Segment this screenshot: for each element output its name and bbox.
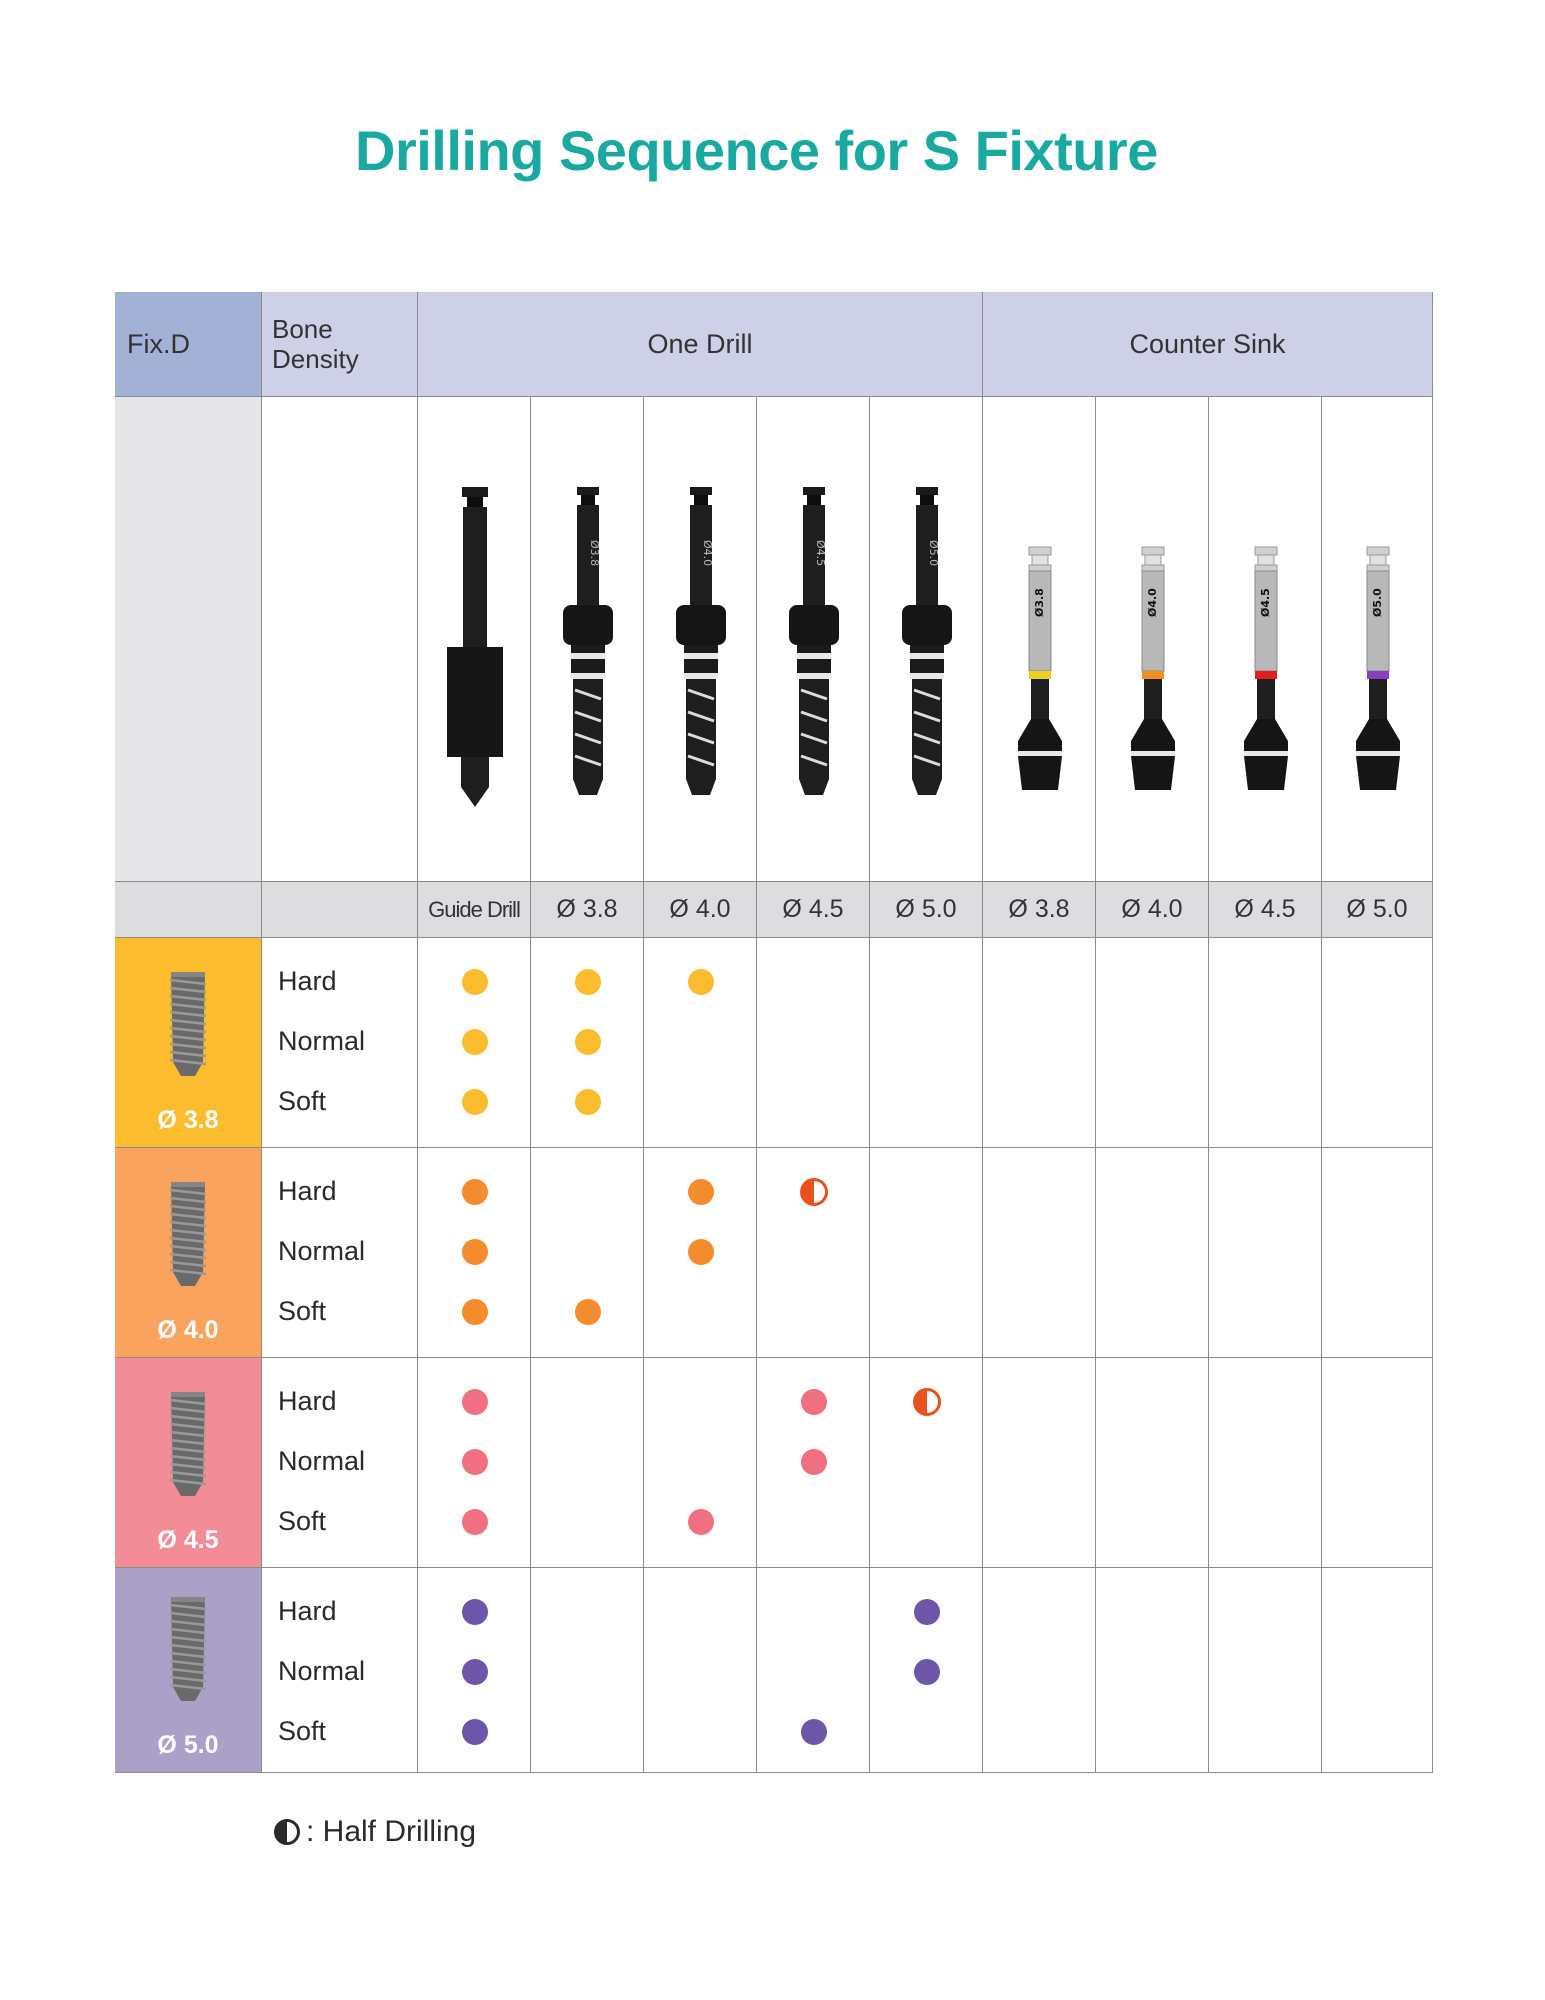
- half-drilling-icon: [800, 1178, 828, 1206]
- full-drilling-dot: [462, 1029, 488, 1055]
- mark-cell: [870, 1148, 983, 1358]
- mark-cell: [531, 1358, 644, 1568]
- full-drilling-dot: [575, 969, 601, 995]
- svg-text:Ø3.8: Ø3.8: [587, 540, 601, 567]
- full-drilling-dot: [914, 1659, 940, 1685]
- legend-text: : Half Drilling: [306, 1815, 477, 1848]
- svg-text:Ø4.0: Ø4.0: [700, 540, 714, 567]
- mark-cell: [1209, 938, 1322, 1148]
- full-drilling-dot: [462, 1509, 488, 1535]
- fixture-diameter-label: Ø 4.0: [157, 1316, 219, 1344]
- density-label-soft: Soft: [278, 1086, 327, 1116]
- mark-cell: [1096, 1358, 1209, 1568]
- mark-cell: [1209, 1358, 1322, 1568]
- mark-cell: [1209, 1148, 1322, 1358]
- counter-sink-size-label: Ø 3.8: [983, 882, 1096, 938]
- full-drilling-dot: [801, 1389, 827, 1415]
- implant-fixture-icon: [167, 1180, 209, 1290]
- implant-fixture-icon: [167, 1390, 209, 1500]
- size-row-fix-cell: [115, 882, 262, 938]
- guide-drill-icon: [435, 485, 515, 825]
- svg-text:Ø4.5: Ø4.5: [1258, 588, 1272, 617]
- counter-sink-icon: [1123, 545, 1183, 805]
- mark-cell: [870, 938, 983, 1148]
- full-drilling-dot: [914, 1599, 940, 1625]
- full-drilling-dot: [462, 1299, 488, 1325]
- mark-cell: [644, 1568, 757, 1773]
- one-drill-size-label: Ø 5.0: [870, 882, 983, 938]
- full-drilling-dot: [462, 1449, 488, 1475]
- density-label-normal: Normal: [278, 1236, 366, 1266]
- full-drilling-dot: [462, 969, 488, 995]
- full-drilling-dot: [575, 1299, 601, 1325]
- counter-sink-size-label: Ø 4.0: [1096, 882, 1209, 938]
- full-drilling-dot: [801, 1449, 827, 1475]
- density-label-normal: Normal: [278, 1656, 366, 1686]
- mark-cell: [1322, 1568, 1433, 1773]
- mark-cell: [531, 1148, 644, 1358]
- counter-sink-size-label: Ø 5.0: [1322, 882, 1433, 938]
- mark-cell: [531, 1568, 644, 1773]
- one-drill-icon: [892, 485, 962, 805]
- page-title: Drilling Sequence for S Fixture: [355, 119, 1158, 182]
- mark-cell: [644, 1358, 757, 1568]
- density-label-soft: Soft: [278, 1506, 327, 1536]
- one-drill-icon: [553, 485, 623, 805]
- full-drilling-dot: [462, 1239, 488, 1265]
- density-label-soft: Soft: [278, 1716, 327, 1746]
- full-drilling-dot: [462, 1389, 488, 1415]
- one-drill-size-label: Ø 3.8: [531, 882, 644, 938]
- mark-cell: [983, 938, 1096, 1148]
- fixture-cell: [115, 1358, 262, 1568]
- counter-sink-icon: [1010, 545, 1070, 805]
- header-counter-sink: Counter Sink: [983, 292, 1433, 397]
- full-drilling-dot: [688, 1509, 714, 1535]
- header-bone-line2: Density: [272, 344, 359, 374]
- implant-fixture-icon: [167, 1595, 209, 1705]
- density-cell: [262, 1568, 418, 1773]
- mark-cell: [1096, 1568, 1209, 1773]
- full-drilling-dot: [462, 1179, 488, 1205]
- counter-sink-size-label: Ø 4.5: [1209, 882, 1322, 938]
- mark-cell: [1096, 938, 1209, 1148]
- density-cell: [262, 1358, 418, 1568]
- svg-text:Ø5.0: Ø5.0: [926, 540, 940, 567]
- one-drill-size-label: Guide Drill: [418, 882, 531, 938]
- fixture-diameter-label: Ø 4.5: [157, 1526, 219, 1554]
- density-label-hard: Hard: [278, 1176, 337, 1206]
- mark-cell: [1322, 938, 1433, 1148]
- mark-cell: [757, 938, 870, 1148]
- header-one-drill: One Drill: [418, 292, 983, 397]
- fixture-cell: [115, 938, 262, 1148]
- full-drilling-dot: [462, 1089, 488, 1115]
- mark-cell: [983, 1358, 1096, 1568]
- implant-fixture-icon: [167, 970, 209, 1080]
- fixture-cell: [115, 1148, 262, 1358]
- header-fix-d: Fix.D: [115, 292, 262, 397]
- density-label-normal: Normal: [278, 1026, 366, 1056]
- header-bone-density: [262, 292, 418, 397]
- mark-cell: [983, 1568, 1096, 1773]
- mark-cell: [1209, 1568, 1322, 1773]
- one-drill-size-label: Ø 4.5: [757, 882, 870, 938]
- density-cell: [262, 1148, 418, 1358]
- counter-sink-icon: [1348, 545, 1408, 805]
- size-row-density-cell: [262, 882, 418, 938]
- full-drilling-dot: [462, 1719, 488, 1745]
- mark-cell: [983, 1148, 1096, 1358]
- full-drilling-dot: [801, 1719, 827, 1745]
- svg-text:Ø5.0: Ø5.0: [1370, 588, 1384, 617]
- legend: [274, 1815, 476, 1849]
- header-bone-line1: Bone: [272, 314, 333, 344]
- full-drilling-dot: [688, 969, 714, 995]
- half-drilling-icon: [913, 1388, 941, 1416]
- density-label-hard: Hard: [278, 1596, 337, 1626]
- one-drill-icon: [666, 485, 736, 805]
- fixture-diameter-label: Ø 3.8: [157, 1106, 219, 1134]
- image-row-density-cell: [262, 397, 418, 882]
- mark-cell: [1096, 1148, 1209, 1358]
- fixture-cell: [115, 1568, 262, 1773]
- full-drilling-dot: [462, 1599, 488, 1625]
- density-label-soft: Soft: [278, 1296, 327, 1326]
- full-drilling-dot: [688, 1239, 714, 1265]
- svg-text:Ø4.5: Ø4.5: [813, 540, 827, 567]
- full-drilling-dot: [575, 1029, 601, 1055]
- image-row-fix-cell: [115, 397, 262, 882]
- half-circle-icon: [274, 1819, 300, 1845]
- counter-sink-icon: [1236, 545, 1296, 805]
- full-drilling-dot: [462, 1659, 488, 1685]
- full-drilling-dot: [688, 1179, 714, 1205]
- one-drill-size-label: Ø 4.0: [644, 882, 757, 938]
- fixture-diameter-label: Ø 5.0: [157, 1731, 219, 1759]
- mark-cell: [1322, 1148, 1433, 1358]
- density-cell: [262, 938, 418, 1148]
- density-label-hard: Hard: [278, 1386, 337, 1416]
- one-drill-icon: [779, 485, 849, 805]
- svg-text:Ø3.8: Ø3.8: [1032, 588, 1046, 617]
- mark-cell: [1322, 1358, 1433, 1568]
- svg-text:Ø4.0: Ø4.0: [1145, 588, 1159, 617]
- density-label-hard: Hard: [278, 966, 337, 996]
- density-label-normal: Normal: [278, 1446, 366, 1476]
- full-drilling-dot: [575, 1089, 601, 1115]
